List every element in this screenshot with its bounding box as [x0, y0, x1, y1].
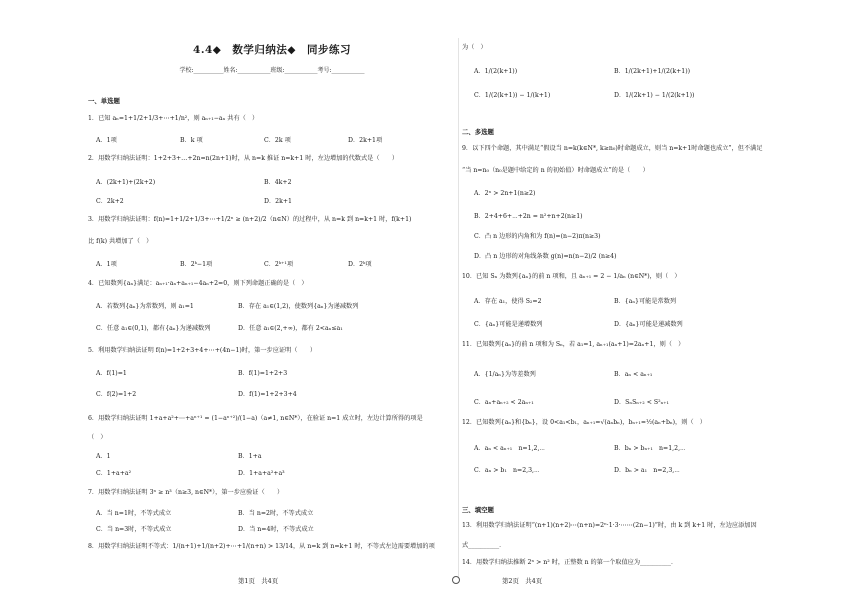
section-single-choice: 一、单选题: [88, 97, 120, 105]
q12-option-c: C．aₙ > b₁ n=2,3,⋯: [474, 467, 540, 474]
q11-option-d: D．SₙSₙ₊₂ < S²ₙ₊₁: [614, 399, 669, 406]
q3-option-a: A．1项: [96, 261, 117, 268]
q12-option-a: A．aₙ < aₙ₊₁ n=1,2,⋯: [474, 445, 545, 452]
section-fill-blank: 三、填空题: [462, 506, 494, 514]
q11-option-c: C．aₙ+aₙ₊₂ < 2aₙ₊₁: [474, 399, 534, 406]
q4-option-a: A．若数列{aₙ}为常数列，则 a₁=1: [96, 303, 194, 310]
q8-option-d: D．1/(2k+1) − 1/(2(k+1)): [614, 92, 695, 99]
q10-option-d: D．{aₙ}可能是递减数列: [614, 321, 683, 328]
q9-option-a: A．2ⁿ > 2n+1(n≥2): [474, 190, 536, 197]
question-12: 12．已知数列{aₙ}和{bₙ}，设 0<a₁<b₁，aₙ₊₁=√(aₙbₙ)，bₙ₊₁=½(aₙ+bₙ)，则（ ）: [462, 419, 706, 426]
student-info-line: 学校:__________姓名:___________班级:___________考号:___________: [179, 67, 365, 74]
q7-option-c: C．当 n=3时，不等式成立: [96, 526, 172, 533]
question-7: 7．用数学归纳法证明 3ⁿ ≥ n³（n≥3, n∈N*），第一步应验证（ ）: [88, 489, 284, 496]
q5-option-d: D．f(1)=1+2+3+4: [238, 391, 297, 398]
q8-option-b: B．1/(2k+1)+1/(2(k+1)): [614, 68, 691, 75]
q6-option-d: D．1+a+a²+a³: [238, 470, 285, 477]
q11-option-b: B．aₙ < aₙ₊₁: [614, 371, 653, 378]
q2-option-c: C．2k+2: [96, 198, 124, 205]
question-13: 13．利用数学归纳法证明“(n+1)(n+2)⋯(n+n)=2ⁿ·1·3·⋯⋯(2n−1)”时，由 k 到 k+1 时，左边应添加因: [462, 522, 757, 529]
q10-option-a: A．存在 a₁，使得 S₂=2: [474, 298, 542, 305]
q8-option-c: C．1/(2(k+1)) − 1/(k+1): [474, 92, 551, 99]
page-number-right: 第2页 共4页: [502, 577, 543, 585]
column-divider: [458, 38, 459, 578]
question-10: 10．已知 Sₙ 为数列{aₙ}的前 n 项和，且 aₙ₊₁ = 2 − 1/aₙ (n∈N*)，则（ ）: [462, 273, 681, 280]
q6-option-a: A．1: [96, 453, 111, 460]
q11-option-a: A．{1/aₙ}为等差数列: [474, 371, 536, 378]
q4-option-d: D．任意 a₁∈(2,+∞)，都有 2<aₙ≤a₁: [238, 325, 343, 332]
q2-option-a: A．(2k+1)+(2k+2): [96, 179, 156, 186]
question-14: 14．用数学归纳法推断 2ⁿ > n² 时，正整数 n 的第一个取值应为__________．: [462, 559, 678, 566]
binding-hole-icon: [452, 576, 460, 584]
q8-option-a: A．1/(2(k+1)): [474, 68, 518, 75]
q9-option-b: B．2+4+6+⋯+2n = n²+n+2(n≥1): [474, 213, 583, 220]
question-3: 3．用数学归纳法证明：f(n)=1+1/2+1/3+⋯+1/2ⁿ ≥ (n+2)/2（n∈N）的过程中，从 n=k 到 n=k+1 时，f(k+1): [88, 216, 412, 223]
q9-option-c: C．凸 n 边形的内角和为 f(n)=(n−2)π(n≥3): [474, 233, 601, 240]
q5-option-a: A．f(1)=1: [96, 370, 127, 377]
q6-option-c: C．1+a+a²: [96, 470, 132, 477]
q4-option-c: C．任意 a₁∈(0,1)，都有{aₙ}为递减数列: [96, 325, 211, 332]
q1-option-a: A．1项: [96, 137, 117, 144]
question-5: 5．利用数学归纳法证明 f(n)=1+2+3+4+⋯+(4n−1)时，第一步应证明（ ）: [88, 347, 317, 354]
q2-option-b: B．4k+2: [264, 179, 292, 186]
q7-option-a: A．当 n=1时，不等式成立: [96, 510, 172, 517]
page-number-left: 第1页 共4页: [238, 577, 279, 585]
q2-option-d: D．2k+1: [264, 198, 292, 205]
question-6-continued: （ ）: [88, 434, 107, 441]
question-3-continued: 比 f(k) 共增加了（ ）: [88, 238, 153, 245]
q10-option-c: C．{aₙ}可能是递增数列: [474, 321, 543, 328]
q5-option-b: B．f(1)=1+2+3: [238, 370, 288, 377]
q7-option-b: B．当 n=2时，不等式成立: [238, 510, 314, 517]
question-6: 6．用数学归纳法证明 1+a+a²+⋯+aⁿ⁺¹ = (1−aⁿ⁺²)/(1−a)（a≠1, n∈N*），在验证 n=1 成立时，左边计算所得的项是: [88, 415, 423, 422]
question-13-continued: 式__________．: [462, 542, 506, 549]
question-11: 11．已知数列{aₙ}的前 n 项和为 Sₙ，若 a₁=1, aₙ₊₁(aₙ+1)=2aₙ+1，则（ ）: [462, 341, 685, 348]
q9-option-d: D．凸 n 边形的对角线条数 g(n)=n(n−2)/2 (n≥4): [474, 253, 617, 260]
section-multi-choice: 二、多选题: [462, 128, 494, 136]
question-1: 1．已知 aₙ=1+1/2+1/3+⋯+1/n²，则 aₙ₊₁−aₙ 共有（ ）: [88, 115, 259, 122]
q5-option-c: C．f(2)=1+2: [96, 391, 137, 398]
q1-option-d: D．2k+1项: [348, 137, 383, 144]
q12-option-d: D．bₙ > a₁ n=2,3,⋯: [614, 467, 680, 474]
q7-option-d: D．当 n=4时，不等式成立: [238, 526, 314, 533]
q10-option-b: B．{aₙ}可能是常数列: [614, 298, 677, 305]
q3-option-d: D．2ᵏ项: [348, 261, 372, 268]
question-2: 2．用数学归纳法证明：1+2+3+…+2n=n(2n+1)时，从 n=k 推证 n=k+1 时，左边增加的代数式是（ ）: [88, 155, 399, 162]
question-9-continued: “当 n=n₀（n₀是题中给定的 n 的初始值）时命题成立”的是（ ）: [462, 167, 649, 174]
question-9: 9．以下四个命题，其中满足“假设当 n=k(k∈N*, k≥n₀)时命题成立，则当 n=k+1时命题也成立”，但不满足: [462, 145, 763, 152]
q3-option-b: B．2ᵏ−1项: [180, 261, 213, 268]
question-8-continued: 为（ ）: [462, 44, 487, 51]
question-8: 8．用数学归纳法证明不等式：1/(n+1)+1/(n+2)+⋯+1/(n+n) > 13/14，从 n=k 到 n=k+1 时，不等式左边需要增加的项: [88, 543, 435, 550]
q6-option-b: B．1+a: [238, 453, 262, 460]
q12-option-b: B．bₙ > bₙ₊₁ n=1,2,⋯: [614, 445, 686, 452]
q1-option-b: B．k 项: [180, 137, 203, 144]
question-4: 4．已知数列{aₙ}满足：aₙ₊₁·aₙ+aₙ₊₁−4aₙ+2=0，则下列命题正确的是（ ）: [88, 280, 308, 287]
q1-option-c: C．2k 项: [264, 137, 291, 144]
q4-option-b: B．存在 a₁∈(1,2)，使数列{aₙ}为递减数列: [238, 303, 359, 310]
page-title: 4.4◆ 数学归纳法◆ 同步练习: [193, 44, 351, 56]
q3-option-c: C．2ᵏ⁺¹项: [264, 261, 294, 268]
